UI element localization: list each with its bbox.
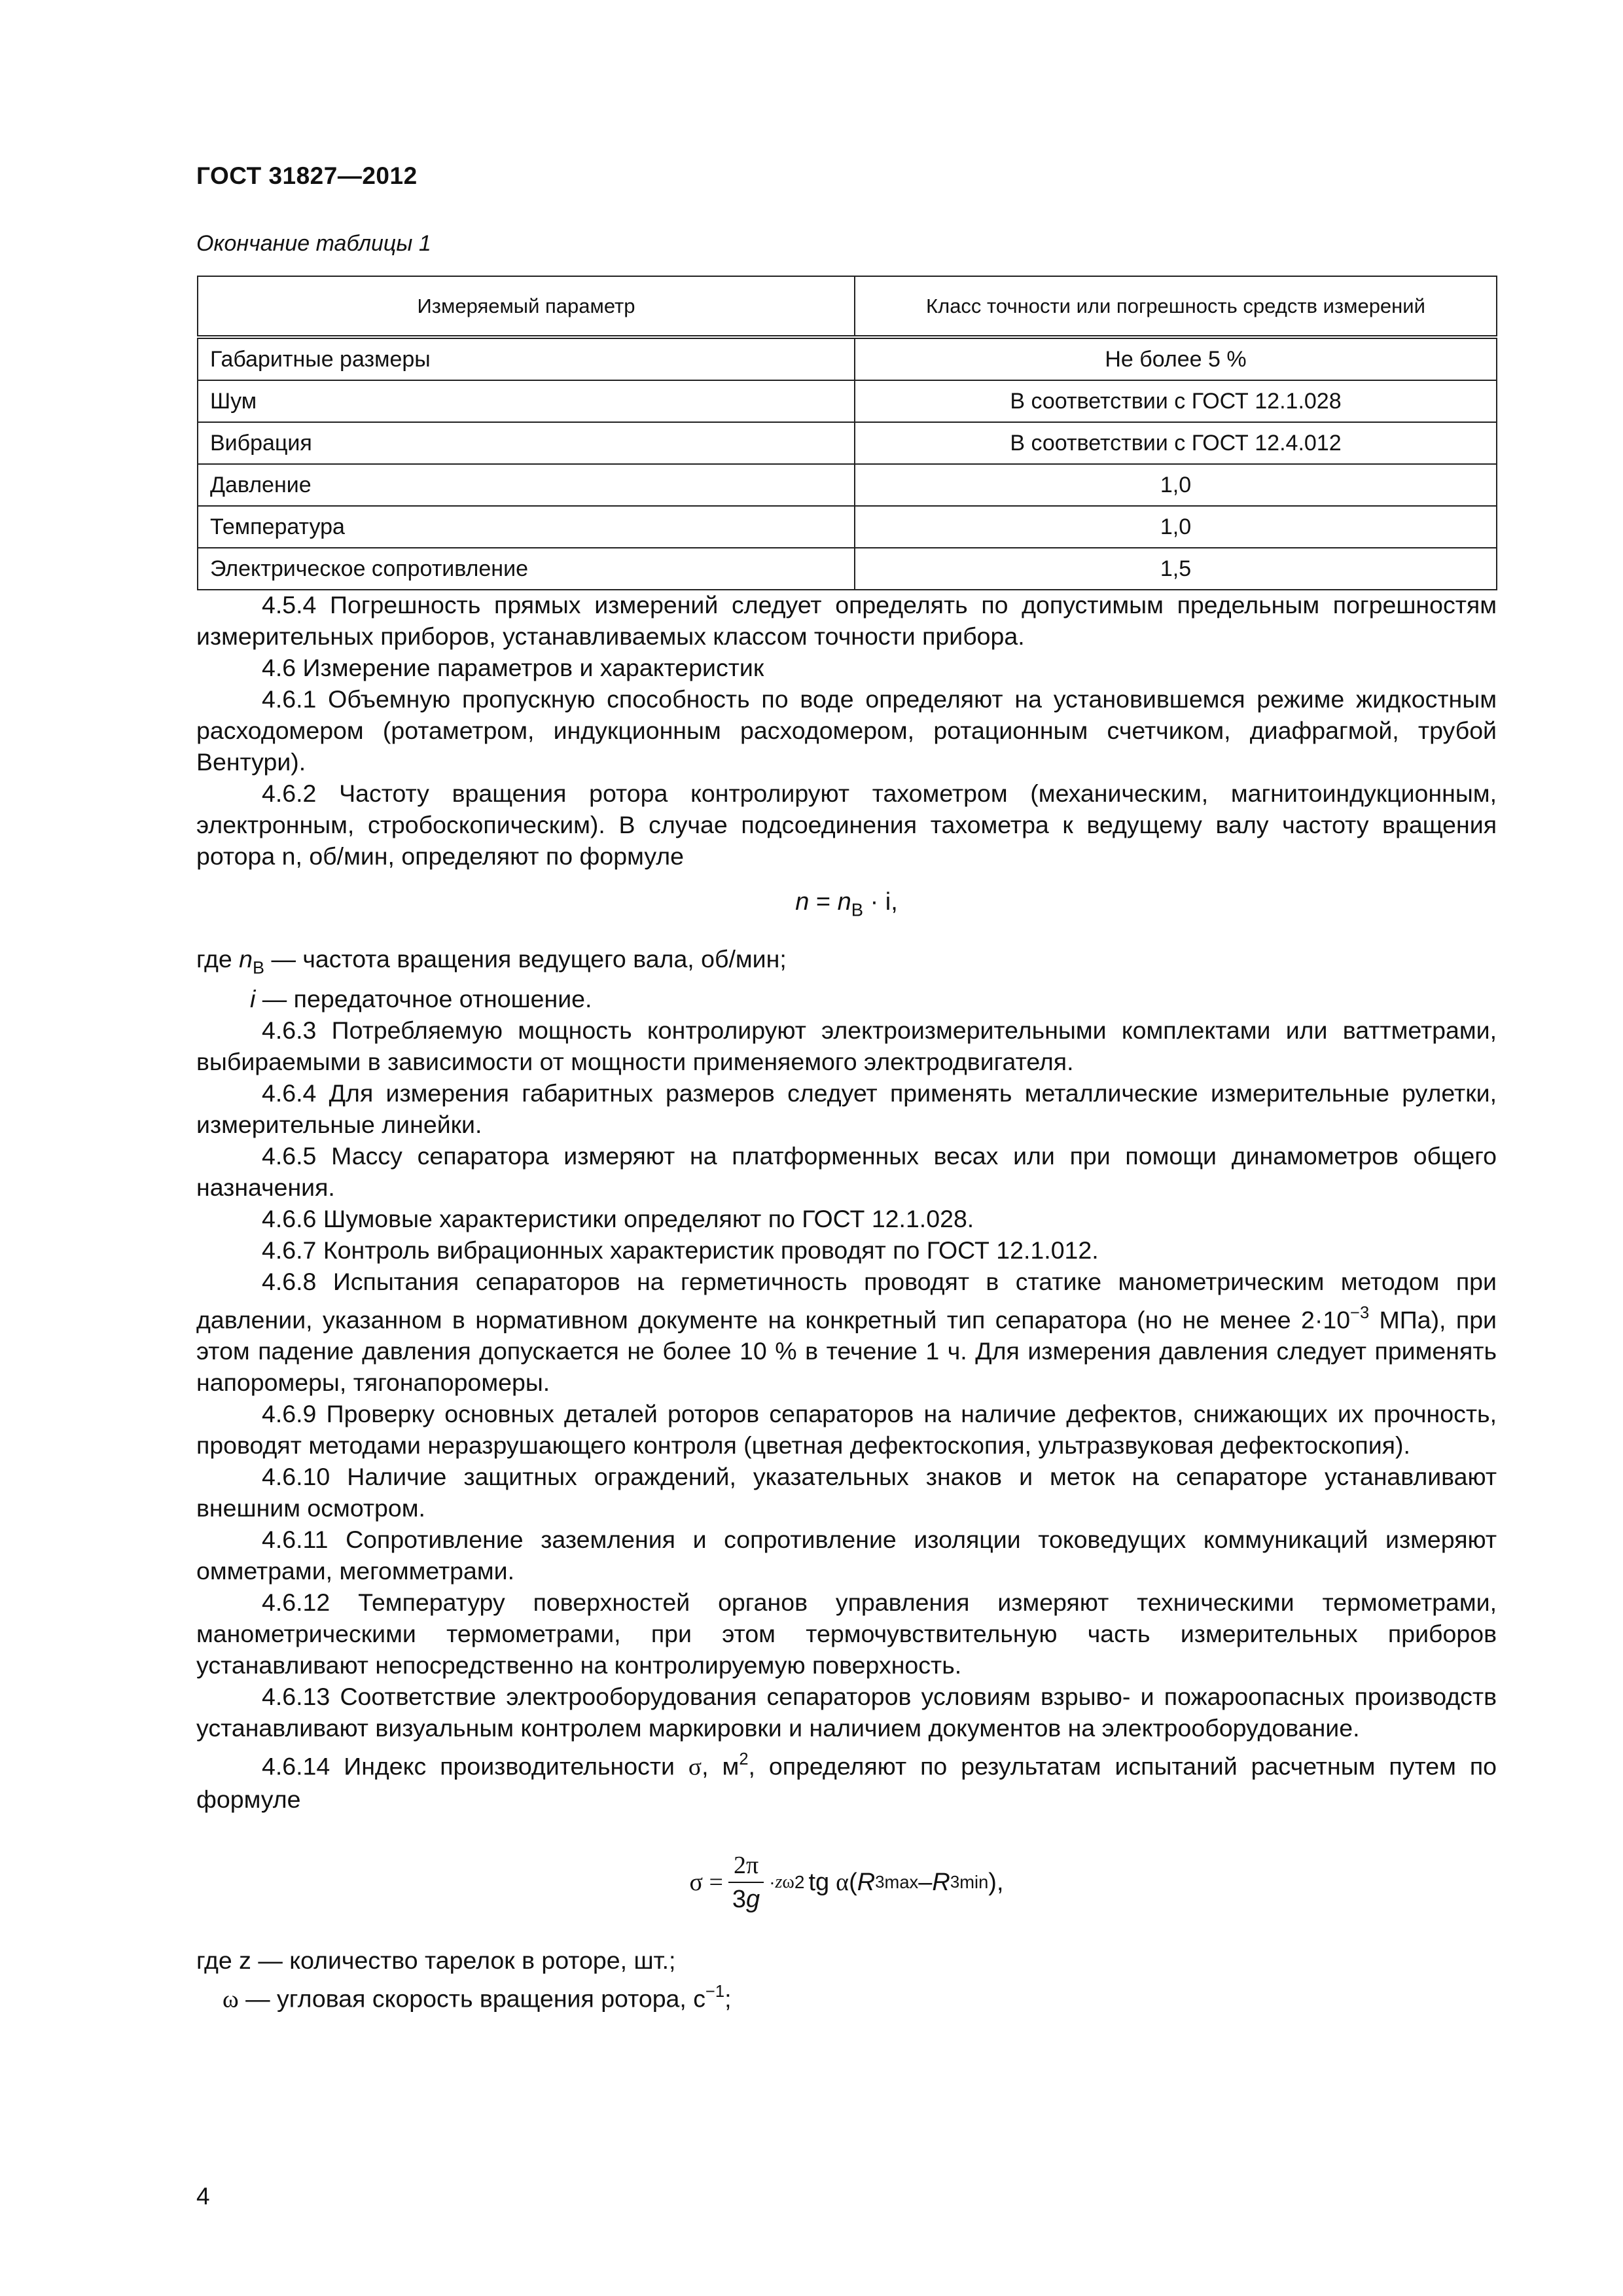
paragraph-4-6-9: 4.6.9 Проверку основных деталей роторов сепараторов на наличие дефектов, снижающих их прочность, проводят методами неразрушающего контроля (цветная дефектоскопия, ультразвуковая дефектоскопия).	[196, 1400, 1497, 1460]
table-caption: Окончание таблицы 1	[196, 231, 431, 256]
paragraph-4-6-14	[196, 1744, 1497, 1814]
paragraph-4-6-2: 4.6.2 Частоту вращения ротора контролируют тахометром (механическим, магнитоиндукционным, электронным, стробоскопическим). В случае подсоединения тахометра к ведущему валу частоту вращения ротора n, об/мин, определяют по формуле	[196, 780, 1497, 870]
formula-subscript: min	[959, 1871, 989, 1892]
table-cell-accuracy: Не более 5 %	[855, 337, 1497, 380]
formula-text: –	[918, 1868, 933, 1896]
formula-performance-index	[196, 1827, 1497, 1938]
superscript: 2	[794, 1871, 805, 1892]
formula-subscript: B	[851, 899, 864, 920]
where-z-line: где z — количество тарелок в роторе, шт.;	[196, 1946, 676, 1974]
table-row	[198, 548, 1497, 590]
formula-symbol: ω	[223, 1985, 239, 2013]
fraction-numerator: 2π	[728, 1850, 764, 1883]
superscript: 3	[950, 1873, 960, 1892]
table-cell-parameter: Электрическое сопротивление	[198, 548, 855, 590]
superscript: 3	[875, 1873, 885, 1892]
formula-symbol: σ	[688, 1753, 702, 1781]
paragraph-4-5-4: 4.5.4 Погрешность прямых измерений следует определять по допустимым предельным погрешностям измерительных приборов, устанавливаемых классом точности прибора.	[196, 591, 1497, 650]
formula-text: ),	[988, 1868, 1004, 1896]
column-header: Класс точности или погрешность средств измерений	[855, 276, 1497, 337]
table-cell-accuracy: 1,0	[855, 506, 1497, 548]
paragraph-text: , м	[702, 1752, 740, 1780]
table-header-row	[198, 276, 1497, 337]
table-cell-parameter: Температура	[198, 506, 855, 548]
paragraph-4-6-13: 4.6.13 Соответствие электрооборудования сепараторов условиям взрыво- и пожароопасных производств устанавливают визуальным контролем маркировки и наличием документов на электрооборудование.	[196, 1683, 1497, 1742]
where-i-line	[196, 983, 1497, 1014]
superscript: −3	[1350, 1304, 1370, 1322]
paragraph-4-6-4: 4.6.4 Для измерения габаритных размеров следует применять металлические измерительные рулетки, измерительные линейки.	[196, 1079, 1497, 1138]
formula-symbol: R	[932, 1868, 950, 1896]
body-text	[196, 589, 1497, 2015]
where-text: — частота вращения ведущего вала, об/мин;	[264, 944, 787, 973]
paragraph-4-6-12: 4.6.12 Температуру поверхностей органов управления измеряют техническими термометрами, манометрическими термометрами, при этом термочувствительную часть измерительных приборов устанавливают непосредственно на контролируемую поверхность.	[196, 1588, 1497, 1679]
paragraph-4-6-5: 4.6.5 Массу сепаратора измеряют на платформенных весах или при помощи динамометров общего назначения.	[196, 1142, 1497, 1201]
table-cell-parameter: Вибрация	[198, 422, 855, 464]
formula-symbol: n	[795, 888, 810, 916]
formula-text: tg	[808, 1868, 830, 1896]
document-header: ГОСТ 31827—2012	[196, 162, 418, 189]
formula-symbol: i	[250, 985, 256, 1013]
page-number: 4	[196, 2183, 210, 2210]
superscript: 2	[739, 1750, 749, 1769]
formula-rotor-speed	[196, 886, 1497, 926]
column-header: Измеряемый параметр	[198, 276, 855, 337]
fraction-denominator	[727, 1883, 765, 1914]
formula-fraction	[727, 1850, 765, 1914]
table-row	[198, 422, 1497, 464]
where-text: — передаточное отношение.	[255, 985, 592, 1013]
table-row	[198, 337, 1497, 380]
paragraph-4-6-11: 4.6.11 Сопротивление заземления и сопротивление изоляции токоведущих коммуникаций измеряют омметрами, мегомметрами.	[196, 1526, 1497, 1585]
parameters-table	[197, 276, 1497, 590]
section-heading-4-6: 4.6 Измерение параметров и характеристик	[262, 654, 764, 681]
table-row	[198, 506, 1497, 548]
table-cell-accuracy: В соответствии с ГОСТ 12.4.012	[855, 422, 1497, 464]
table-cell-accuracy: В соответствии с ГОСТ 12.1.028	[855, 380, 1497, 422]
paragraph-4-6-3: 4.6.3 Потребляемую мощность контролируют электроизмерительными комплектами или ваттметрами, выбираемыми в зависимости от мощности применяемого электродвигателя.	[196, 1016, 1497, 1075]
formula-symbol: n	[837, 888, 851, 916]
formula-text: (	[849, 1868, 857, 1896]
superscript: −1	[705, 1982, 725, 2001]
paragraph-4-6-10: 4.6.10 Наличие защитных ограждений, указательных знаков и меток на сепараторе устанавливают внешним осмотром.	[196, 1463, 1497, 1522]
table-cell-accuracy: 1,5	[855, 548, 1497, 590]
paragraph-text: , определяют по результатам испытаний расчетным путем по формуле	[196, 1752, 1497, 1813]
table-row	[198, 464, 1497, 506]
paragraph-4-6-6: 4.6.6 Шумовые характеристики определяют по ГОСТ 12.1.028.	[262, 1205, 974, 1232]
where-prefix: где	[196, 944, 240, 973]
table-row	[198, 380, 1497, 422]
formula-text: σ =	[689, 1868, 723, 1896]
table-cell-parameter: Шум	[198, 380, 855, 422]
paragraph-text: 4.6.8 Испытания сепараторов на герметичность проводят в статике манометрическим методом при давлении, указанном в нормативном документе на конкретный тип сепаратора (но не менее 2·10	[196, 1268, 1497, 1334]
formula-subscript: B	[253, 958, 265, 977]
formula-symbol: z	[775, 1871, 783, 1892]
paragraph-4-6-8	[196, 1266, 1497, 1398]
formula-text: · i,	[863, 888, 898, 916]
table-cell-parameter: Давление	[198, 464, 855, 506]
formula-symbol: ω	[782, 1871, 794, 1892]
table-cell-parameter: Габаритные размеры	[198, 337, 855, 380]
formula-symbol: R	[857, 1868, 876, 1896]
table-cell-accuracy: 1,0	[855, 464, 1497, 506]
formula-symbol: n	[239, 944, 253, 973]
where-text: — угловая скорость вращения ротора, с	[238, 1984, 705, 2012]
formula-subscript: max	[884, 1871, 919, 1892]
where-text: ;	[724, 1984, 732, 2012]
formula-text: 3	[732, 1885, 747, 1913]
paragraph-text: 4.6.14 Индекс производительности	[262, 1752, 688, 1780]
formula-symbol: α	[836, 1868, 849, 1896]
formula-text: =	[809, 888, 838, 916]
paragraph-text: МПа), при этом падение давления допускается не более 10 % в течение 1 ч. Для измерения давления следует применять напоромеры, тягонапоромеры.	[196, 1306, 1497, 1397]
where-omega-line	[196, 1976, 1497, 2015]
formula-symbol: g	[746, 1885, 760, 1913]
paragraph-4-6-7: 4.6.7 Контроль вибрационных характеристик проводят по ГОСТ 12.1.012.	[262, 1236, 1099, 1264]
paragraph-4-6-1: 4.6.1 Объемную пропускную способность по воде определяют на установившемся режиме жидкостным расходомером (ротаметром, индукционным расходомером, ротационным счетчиком, диафрагмой, трубой Вентури).	[196, 685, 1497, 776]
formula-text: ·	[769, 1871, 776, 1892]
where-nb-line	[196, 943, 1497, 983]
